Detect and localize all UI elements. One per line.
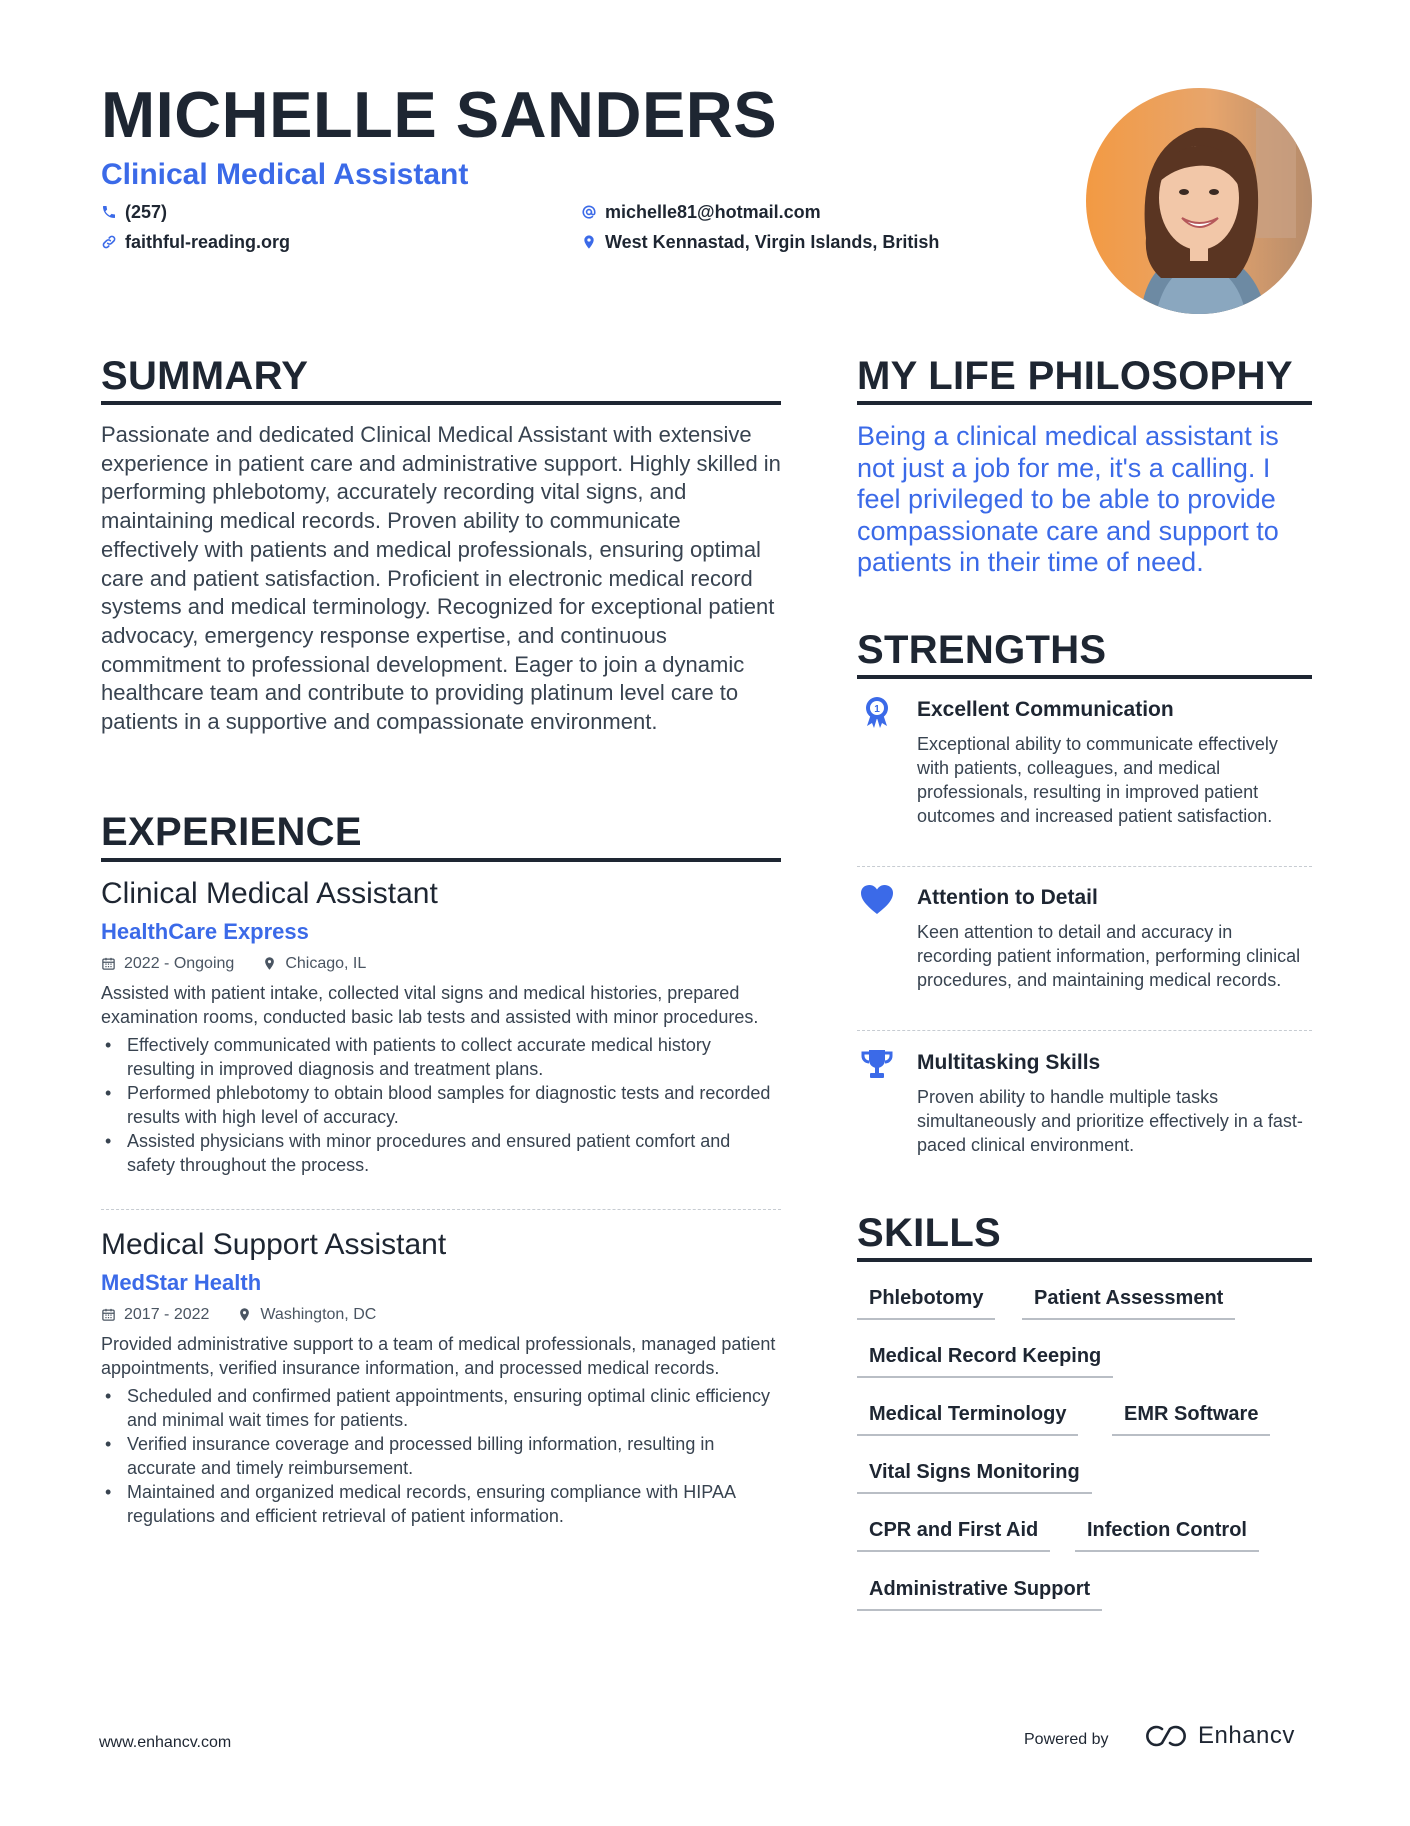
calendar-icon [101,956,116,971]
job-bullet: • Maintained and organized medical records, ensuring compliance with HIPAA regulations and efficient retrieval of patient information. [101,1480,781,1528]
location-pin-icon [581,234,597,250]
skill-tag: CPR and First Aid [857,1518,1050,1552]
job-location-text: Chicago, IL [285,955,367,973]
philosophy-heading: MY LIFE PHILOSOPHY [857,354,1293,398]
job-meta [101,1305,781,1324]
contact-location [581,233,939,251]
location-pin-icon [262,956,277,971]
enhancv-logo [1142,1722,1295,1750]
footer-url[interactable]: www.enhancv.com [99,1734,232,1751]
strength-separator [857,1030,1312,1031]
profile-photo [1086,88,1312,314]
strength-description: Proven ability to handle multiple tasks simultaneously and prioritize effectively in a fast-paced clinical environment. [917,1087,1303,1155]
job-bullet: • Performed phlebotomy to obtain blood samples for diagnostic tests and recorded results with high level of accuracy. [101,1081,781,1129]
job-description: Assisted with patient intake, collected vital signs and medical histories, prepared examination rooms, conducted basic lab tests and assisted with minor procedures. [101,983,759,1028]
heart-icon [857,882,897,918]
skill-tag: Infection Control [1075,1518,1259,1552]
footer-brand: Enhancv [1198,1722,1295,1749]
skill-tag: Medical Record Keeping [857,1344,1113,1378]
summary-text: Passionate and dedicated Clinical Medical Assistant with extensive experience in patient care and administrative support. Highly skilled in performing phlebotomy, accurately recording vital signs, and maintaining medical records. Proven ability to communicate effectively with patients and medical professionals, ensuring optimal care and patient satisfaction. Proficient in electronic medical record systems and medical terminology. Recognized for exceptional patient advocacy, emergency response expertise, and continuous commitment to professional development. Eager to join a dynamic healthcare team and contribute to providing platinum level care to patients in a supportive and compassionate environment. [101,422,781,735]
skill-tag: Administrative Support [857,1577,1102,1611]
job-dates [101,1305,209,1324]
contact-location-text: West Kennastad, Virgin Islands, British [605,232,940,252]
job-location-text: Washington, DC [260,1306,377,1324]
svg-text:1: 1 [874,704,880,715]
trophy-icon [857,1047,897,1083]
skill-tag: Medical Terminology [857,1402,1078,1436]
skill-tag: Patient Assessment [1022,1286,1235,1320]
job-bullet: • Scheduled and confirmed patient appointments, ensuring optimal clinic efficiency and minimal wait times for patients. [101,1384,781,1432]
contact-email[interactable] [581,203,821,221]
job-location [262,954,366,973]
skills-divider [857,1258,1312,1262]
job-entry [101,1228,781,1528]
contact-website[interactable] [101,233,290,251]
summary-divider [101,401,781,405]
enhancv-logo-icon [1142,1723,1188,1749]
job-bullet: • Verified insurance coverage and processed billing information, resulting in accurate and timely reimbursement. [101,1432,781,1480]
strength-separator [857,866,1312,867]
strength-title: Excellent Communication [917,698,1174,721]
job-description: Provided administrative support to a team of medical professionals, managed patient appointments, verified insurance information, and processed medical records. [101,1334,776,1379]
contact-phone-text: (257) [125,202,168,222]
strength-title: Multitasking Skills [917,1051,1101,1074]
job-meta [101,954,781,973]
job-bullet: • Assisted physicians with minor procedures and ensured patient comfort and safety throughout the process. [101,1129,781,1177]
award-ribbon-icon [857,694,897,730]
job-location [237,1305,376,1324]
at-icon [581,204,597,220]
strengths-divider [857,675,1312,679]
candidate-title: Clinical Medical Assistant [101,158,469,191]
experience-heading: EXPERIENCE [101,810,362,854]
job-bullets [101,1384,781,1528]
strength-title: Attention to Detail [917,886,1098,909]
strength-description: Keen attention to detail and accuracy in recording patient information, performing clinical procedures, and maintaining medical records. [917,922,1301,990]
job-role: Clinical Medical Assistant [101,877,438,910]
job-bullet: • Effectively communicated with patients to collect accurate medical history resulting in improved diagnosis and treatment plans. [101,1033,781,1081]
job-dates-text: 2022 - Ongoing [124,955,235,973]
skill-tag: Vital Signs Monitoring [857,1460,1092,1494]
job-role: Medical Support Assistant [101,1228,447,1261]
footer-powered-by: Powered by [1024,1731,1109,1748]
experience-divider [101,858,781,862]
contact-website-text: faithful-reading.org [125,232,290,252]
phone-icon [101,204,117,220]
job-company: MedStar Health [101,1270,262,1295]
job-separator [101,1209,781,1210]
candidate-name: MICHELLE SANDERS [101,78,778,151]
philosophy-divider [857,401,1312,405]
contact-email-text: michelle81@hotmail.com [605,202,821,222]
strength-description: Exceptional ability to communicate effectively with patients, colleagues, and medical professionals, resulting in improved patient outcomes and increased patient satisfaction. [917,734,1278,826]
skills-heading: SKILLS [857,1211,1002,1255]
calendar-icon [101,1307,116,1322]
link-icon [101,234,117,250]
job-entry [101,877,781,1177]
summary-heading: SUMMARY [101,354,309,398]
skill-tag: EMR Software [1112,1402,1270,1436]
skill-tag: Phlebotomy [857,1286,995,1320]
contact-phone[interactable] [101,203,167,221]
job-company: HealthCare Express [101,919,309,944]
job-dates [101,954,234,973]
job-dates-text: 2017 - 2022 [124,1306,210,1324]
strengths-heading: STRENGTHS [857,628,1107,672]
location-pin-icon [237,1307,252,1322]
job-bullets [101,1033,781,1177]
philosophy-text: Being a clinical medical assistant is not just a job for me, it's a calling. I feel privileged to be able to provide compassionate care and support to patients in their time of need. [857,421,1279,577]
